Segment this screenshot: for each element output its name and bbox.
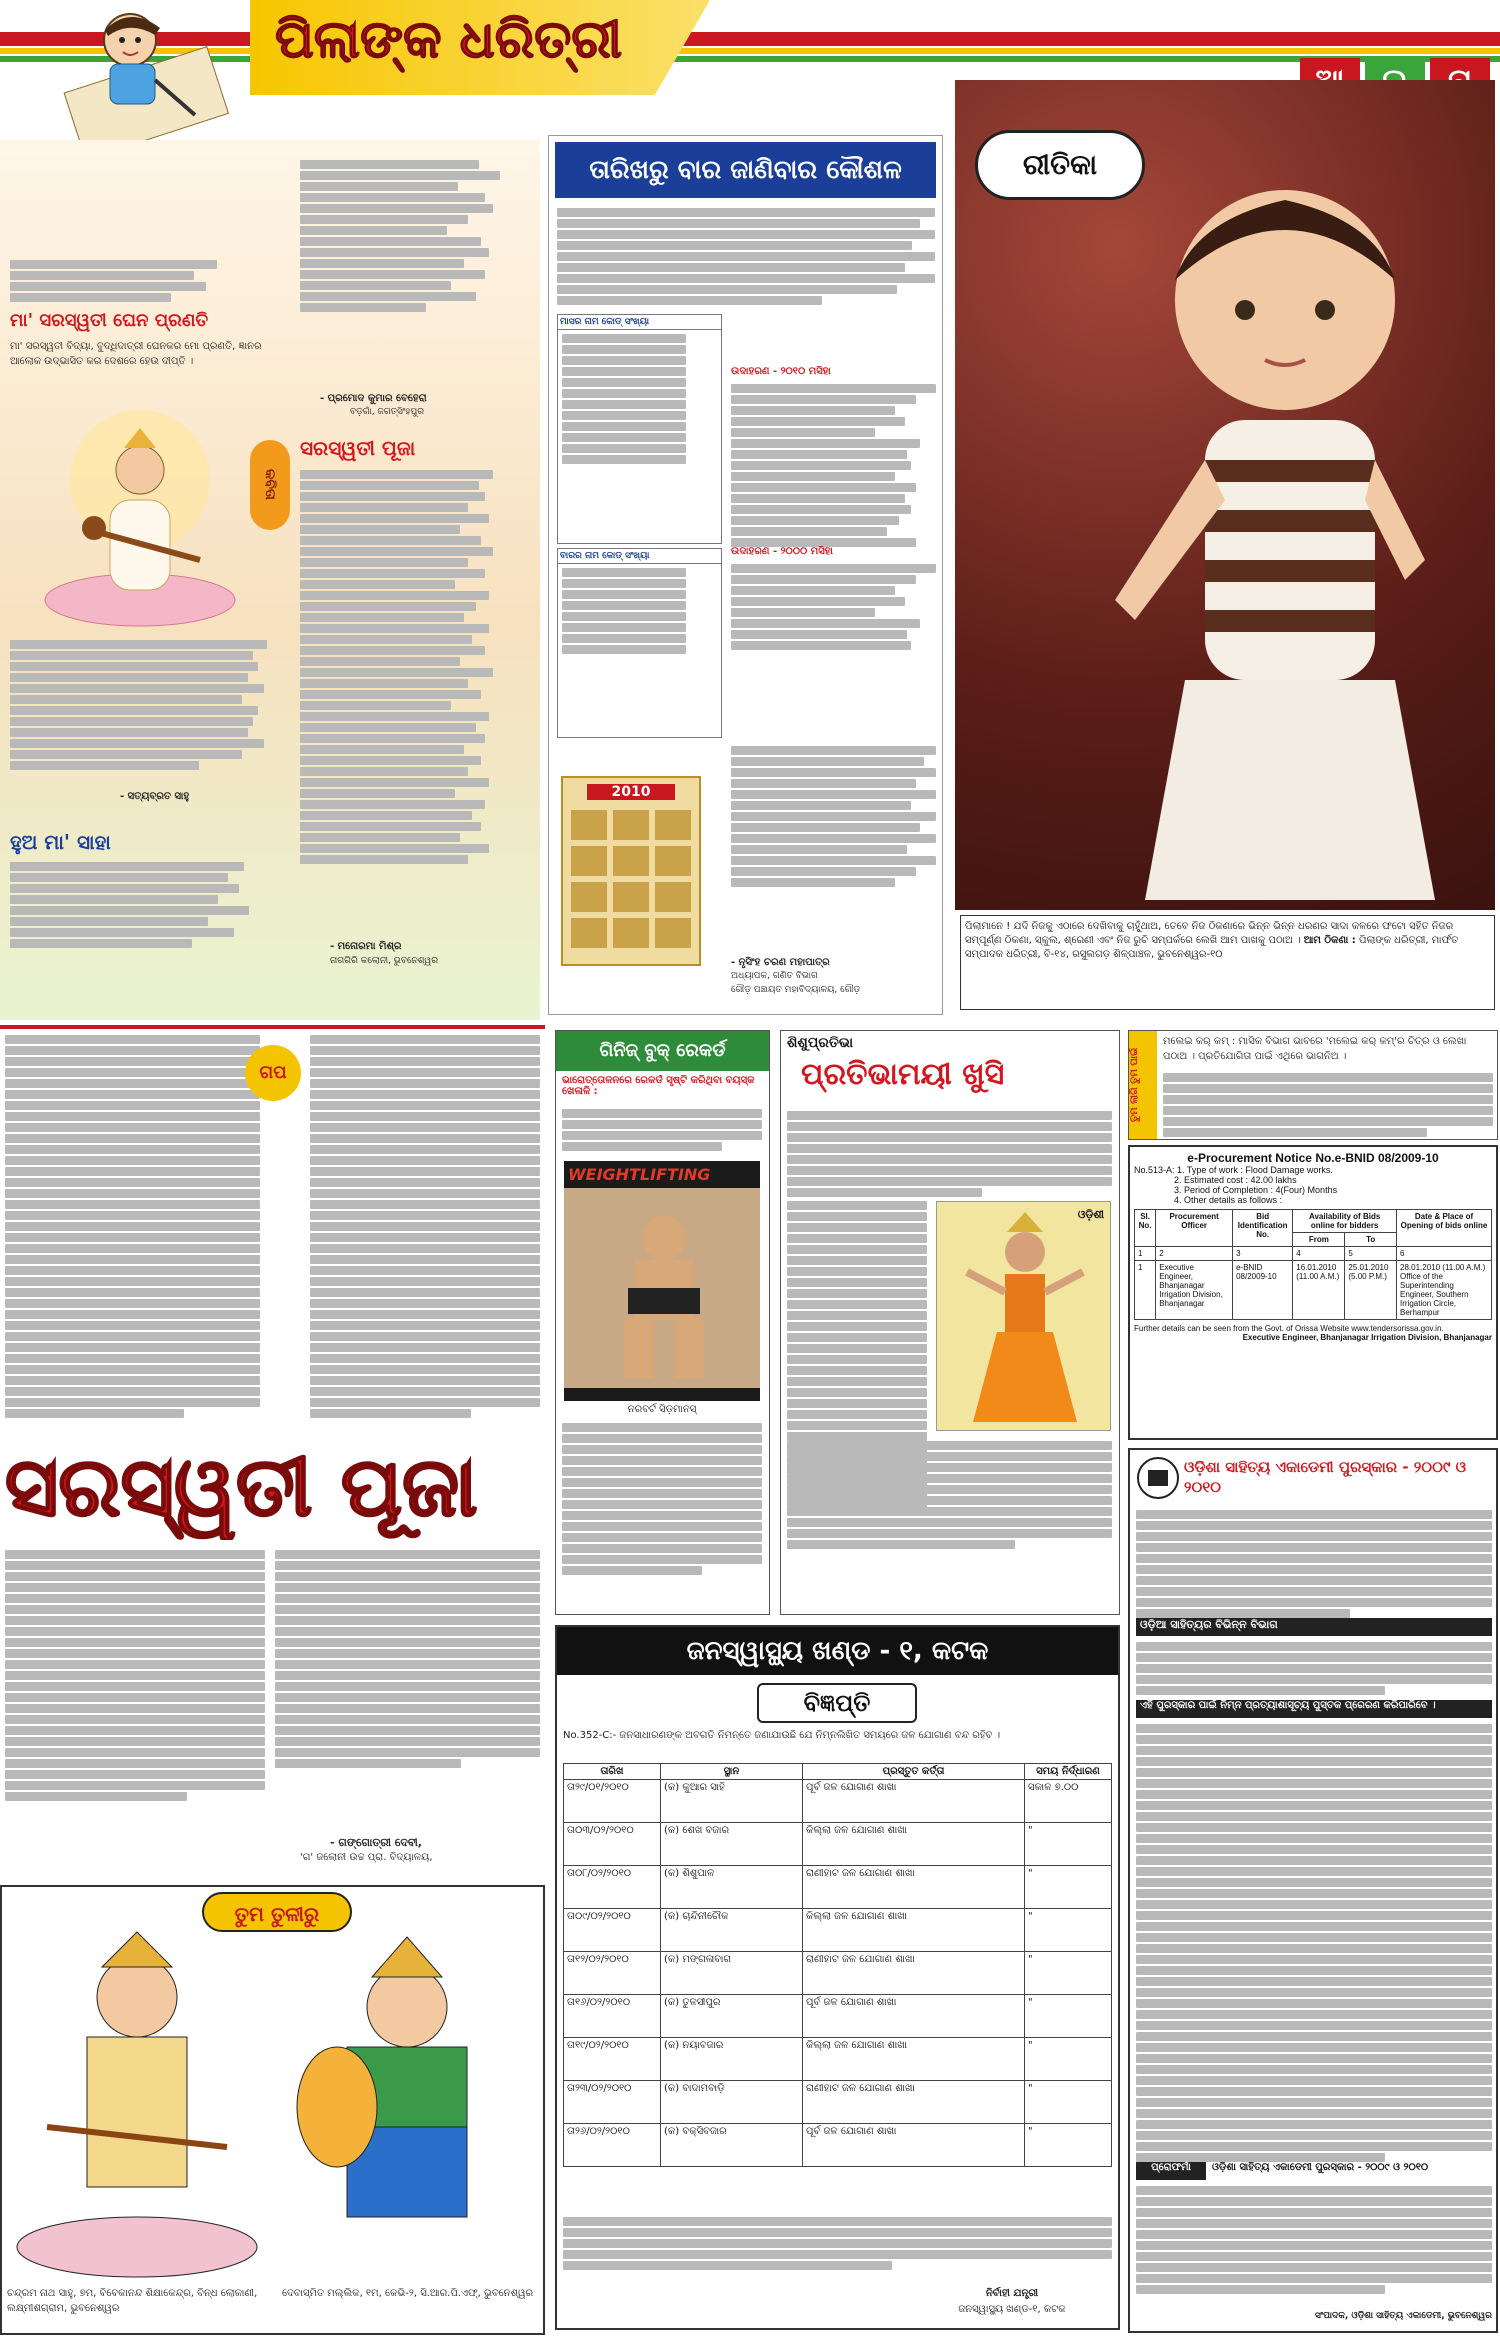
guinness-magazine-cover [564, 1161, 760, 1401]
month-code-table [557, 314, 722, 544]
health-cell-time: " [1025, 1866, 1112, 1909]
health-cell-date: ତା୧୯/୦୨/୨୦୧୦ [564, 2038, 661, 2081]
poem2-place: ନାଗଗିରି କଲୋନୀ, ଭୁବନେଶ୍ୱର [330, 956, 439, 966]
tender-col-number: 3 [1233, 1247, 1293, 1261]
academy-form-title: ଓଡ଼ିଶା ସାହିତ୍ୟ ଏକାଡେମୀ ପୁରସ୍କାର - ୨୦୦୯ ଓ ୨୦୧୦ [1212, 2162, 1429, 2173]
guinness-photo-caption: ନରବର୍ଟ ସିଡ଼ମାନସ୍ [627, 1404, 697, 1415]
tender-row-opening: 28.01.2010 (11.00 A.M.) Office of the Superintending Engineer, Southern Irrigation Circle, Berhampur [1397, 1261, 1492, 1320]
poem3-lines [10, 862, 270, 948]
boy-cartoon-illustration [10, 0, 250, 150]
health-cell-agency: କିଲ୍ଲା ଜଳ ଯୋଗାଣ ଶାଖା [803, 1909, 1025, 1952]
tender-row-from: 16.01.2010 (11.00 A.M.) [1293, 1261, 1345, 1320]
health-cell-agency: କିଲ୍ଲା ଜଳ ଯୋଗାଣ ଶାଖା [803, 2038, 1025, 2081]
example1-lines [731, 384, 936, 547]
example2-lines [731, 564, 936, 650]
contest-text: ମଲେଇ କର୍ କମ୍ : ମାସିକ ବିଭାଗ ଭାବରେ 'ମଲେଇ କର୍ କମ୍'ର ଚିତ୍ର ଓ ଲେଖା ପଠାଅ । ପ୍ରତିଯୋଗିତା ପାଇଁ ଏଥିରେ ଭାଗନିଅ । [1163, 1036, 1467, 1062]
story-col3-lines [5, 1550, 265, 1801]
tender-row-to: 25.01.2010 (5.00 P.M.) [1345, 1261, 1397, 1320]
drawings-title: ତୁମ ତୁଳୀରୁ [202, 1892, 352, 1932]
poem3-intro-lines [10, 640, 280, 770]
health-cell-time: " [1025, 2081, 1112, 2124]
health-cell-agency: ପୂର୍ବ ଜଳ ଯୋଗାଣ ଶାଖା [803, 1780, 1025, 1823]
poem2-author: - ମନୋରମା ମିଶ୍ର [330, 941, 402, 952]
month-code-table-header: ମାସର ନାମ କୋଡ୍ ସଂଖ୍ୟା [558, 315, 721, 330]
health-cell-place: (କ) ବକ୍ସିବଜାର [661, 2124, 803, 2167]
prodigy-intro-lines [787, 1111, 1112, 1197]
health-cell-date: ତା୦୩/୦୨/୨୦୧୦ [564, 1823, 661, 1866]
tender-line-4: 4. Other details as follows : [1174, 1195, 1283, 1205]
health-cell-time: " [1025, 1952, 1112, 1995]
poem1-title: ମା' ସରସ୍ୱତୀ ଘେନ ପ୍ରଣତି [10, 310, 209, 331]
health-footnote-lines [563, 2217, 1112, 2270]
health-cell-time: ସକାଳ ୭.୦୦ [1025, 1780, 1112, 1823]
health-table-row [564, 1952, 1112, 1995]
prodigy-section [780, 1030, 1120, 1615]
story-author: - ଗଙ୍ଗୋତ୍ରୀ ଦେବୀ, [330, 1836, 422, 1849]
story-col4-lines [275, 1550, 540, 1768]
drawing-2 [277, 1927, 537, 2287]
poem1-author: - ପ୍ରମୋଦ କୁମାର ବେହେରା [320, 393, 427, 404]
tender-table [1134, 1209, 1492, 1320]
day-code-table [557, 548, 722, 738]
date-trick-article [548, 135, 943, 1015]
health-cell-place: (କ) ତୁଳସୀପୁର [661, 1995, 803, 2038]
academy-award-notice [1128, 1448, 1498, 2333]
tender-subheader-to: To [1345, 1233, 1397, 1247]
prodigy-body-lines [787, 1441, 1112, 1549]
tender-notice [1128, 1145, 1498, 1440]
health-cell-place: (କ) ଚାନ୍ଦିନୀଚୌକ [661, 1909, 803, 1952]
health-table-row [564, 1995, 1112, 2038]
tender-col-number: 2 [1156, 1247, 1233, 1261]
poem2-lines [300, 470, 510, 864]
tender-header-opening: Date & Place of Opening of bids online [1397, 1210, 1492, 1247]
date-trick-body-lines [731, 746, 936, 887]
health-header-date: ତାରିଖ [564, 1764, 661, 1780]
academy-emblem-icon [1136, 1456, 1180, 1500]
calendar-grid [563, 806, 699, 956]
child-figure [1075, 160, 1475, 900]
tender-signature: Executive Engineer, Bhanjanagar Irrigation Division, Bhanjanagar [1242, 1333, 1492, 1342]
health-cell-time: " [1025, 2124, 1112, 2167]
story-section [0, 1035, 545, 1885]
health-cell-agency: ରାଣୀହାଟ ଜଳ ଯୋଗାଣ ଶାଖା [803, 1952, 1025, 1995]
health-header-agency: ପ୍ରସ୍ତୁତ କର୍ତ୍ତା [803, 1764, 1025, 1780]
tender-subheader-from: From [1293, 1233, 1345, 1247]
guinness-section [555, 1030, 770, 1615]
health-cell-date: ତା୦୮/୦୨/୨୦୧୦ [564, 1866, 661, 1909]
academy-intro-lines [1136, 1510, 1492, 1618]
poetry-vertical-tag-label: କବିତା [262, 469, 278, 501]
guinness-headline: ଭାରୋତ୍ତୋଳନରେ ରେକର୍ଡ ସୃଷ୍ଟି କରିଥିବା ବୟସ୍କ ଖେଳାଳି : [562, 1075, 755, 1097]
health-cell-place: (କ) ମଙ୍ଗଳାବାଗ [661, 1952, 803, 1995]
prodigy-photo-caption: ଓଡ଼ିଶୀ [1077, 1208, 1104, 1221]
tender-col-number: 5 [1345, 1247, 1397, 1261]
tender-line-1: No.513-A: 1. Type of work : Flood Damage works. [1134, 1165, 1333, 1175]
academy-highlight-1: ଓଡ଼ିଆ ସାହିତ୍ୟର ବିଭିନ୍ନ ବିଭାଗ [1136, 1618, 1492, 1636]
health-table-row [564, 2124, 1112, 2167]
tender-col-number: 6 [1397, 1247, 1492, 1261]
date-trick-author: - ନୃସିଂହ ଚରଣ ମହାପାତ୍ର [731, 957, 830, 968]
tender-line-3: 3. Period of Completion : 4(Four) Months [1174, 1185, 1338, 1195]
academy-form-lines [1136, 2186, 1492, 2294]
photo-name-badge: ରୀତିକା [975, 130, 1145, 200]
poem1-intro: ମା' ସରସ୍ୱତୀ ବିଦ୍ୟା, ବୁଦ୍ଧିଦାତ୍ରୀ ଘେନକର ମୋ ପ୍ରଣତି, ଜ୍ଞାନର ଆଲୋକ ଉଦ୍ଭାସିତ କର ଦେଶରେ ହେଉ ଦୀପ୍ତି । [10, 341, 262, 367]
story-title: ସରସ୍ୱତୀ ପୂଜା [5, 1440, 478, 1535]
poem1-right-lines [300, 160, 510, 312]
health-cell-place: (କ) ବାଦାମବାଡ଼ି [661, 2081, 803, 2124]
photo-caption-text: ପିଲାମାନେ ! ଯଦି ନିଜକୁ ଏଠାରେ ଦେଖିବାକୁ ଚାହୁଁଥାଅ, ତେବେ ନିଜ ଠିକଣାରେ ଭିନ୍ନ ଭିନ୍ନ ଧରଣର ସାଦା କଳରେ ଫଟୋ ସହିତ ନିଜର ସମ୍ପୂର୍ଣ୍ଣ ଠିକଣା, ସ୍କୁଲ, ଶ୍ରେଣୀ ଏବଂ ନିଜ ରୁଚି ସମ୍ପର୍କରେ ଲେଖି ଆମ ପାଖକୁ ପଠାଅ । [965, 921, 1454, 946]
health-table-row [564, 2081, 1112, 2124]
tender-header-availability: Availability of Bids online for bidders [1293, 1210, 1397, 1233]
drawing-2-caption: ଦେବାସ୍ମିତ ମଲ୍ଲିକ, ୧ମ, କେଭି-୨, ସି.ଆର.ପି.ଏଫ୍, ଭୁବନେଶ୍ୱର [282, 2288, 534, 2299]
health-cell-time: " [1025, 2038, 1112, 2081]
poem1-verse-lines [10, 260, 240, 302]
health-cell-place: (କ) ଶେଖ ବଜାର [661, 1823, 803, 1866]
academy-rules-lines [1136, 1724, 1492, 2162]
calendar-2010-image [561, 776, 701, 966]
prodigy-title: ପ୍ରତିଭାମୟୀ ଖୁସି [801, 1057, 1005, 1092]
health-cell-time: " [1025, 1823, 1112, 1866]
date-trick-intro-lines [557, 208, 935, 305]
poetry-vertical-tag [250, 440, 290, 530]
tender-header-bid: Bid Identification No. [1233, 1210, 1293, 1247]
poem1-place: ବଡ଼ଗାଁ, ଜଗତ୍‌ସିଂହପୁର [350, 407, 425, 417]
health-cell-date: ତା୨୬/୦୨/୨୦୧୦ [564, 2124, 661, 2167]
health-table [563, 1763, 1112, 2167]
health-table-row [564, 1823, 1112, 1866]
contest-side-label: ତୁମ ଲାଗି ତୁମ ପାଇଁ [1129, 1031, 1157, 1139]
prodigy-dancer-photo [936, 1201, 1111, 1431]
tender-row-sl: 1 [1135, 1261, 1156, 1320]
tender-title: e-Procurement Notice No.e-BNID 08/2009-10 [1187, 1151, 1439, 1165]
academy-highlight-2: ଏହି ପୁରସ୍କାର ପାଇଁ ନିମ୍ନ ପ୍ରତ୍ୟାଶାସୂଚ୍ୟ ପୁସ୍ତକ ପ୍ରେରଣ କରିପାରିବେ । [1136, 1700, 1492, 1718]
story-tag: ଗପ [245, 1045, 301, 1101]
day-code-table-header: ବାରର ନାମ କୋଡ୍ ସଂଖ୍ୟା [558, 549, 721, 564]
health-cell-time: " [1025, 1995, 1112, 2038]
drawing-1 [7, 1927, 267, 2287]
health-cell-place: (କ) ଶିଶୁପାଳ [661, 1866, 803, 1909]
story-col2-lines [310, 1035, 540, 1418]
health-title: ଜନସ୍ୱାସ୍ଥ୍ୟ ଖଣ୍ଡ - ୧, କଟକ [557, 1627, 1118, 1675]
health-signature-place: ଜନସ୍ୱାସ୍ଥ୍ୟ ଖଣ୍ଡ-୧, କଟକ [958, 2304, 1066, 2315]
tender-col-number: 1 [1135, 1247, 1156, 1261]
academy-form-label: ପ୍ରୋଫର୍ମା [1136, 2162, 1206, 2180]
health-cell-date: ତା୨୯/୦୧/୨୦୧୦ [564, 1780, 661, 1823]
poem3-author: - ସତ୍ୟବ୍ରତ ସାହୁ [120, 791, 190, 802]
health-intro: No.352-C:- ଜନସାଧାରଣଙ୍କ ଅବଗତି ନିମନ୍ତେ ଜଣାଯାଉଛି ଯେ ନିମ୍ନଲିଖିତ ସମୟରେ ଜଳ ଯୋଗାଣ ବନ୍ଦ ରହିବ । [563, 1730, 1001, 1741]
guinness-magazine-title: WEIGHTLIFTING [568, 1165, 711, 1184]
guinness-body-lines [562, 1423, 762, 1575]
health-cell-time: " [1025, 1909, 1112, 1952]
date-trick-author-role: ଅଧ୍ୟାପକ, ଗଣିତ ବିଭାଗ [731, 971, 818, 981]
photo-address-label: ଆମ ଠିକଣା : [1303, 935, 1356, 946]
health-table-wrap [563, 1763, 1112, 2203]
tender-row-bid: e-BNID 08/2009-10 [1233, 1261, 1293, 1320]
tender-footer: Further details can be seen from the Govt. of Orissa Website www.tendersorissa.gov.in. [1134, 1324, 1444, 1333]
health-cell-date: ତା୧୬/୦୨/୨୦୧୦ [564, 1995, 661, 2038]
prodigy-kicker: ଶିଶୁପ୍ରତିଭା [787, 1035, 854, 1051]
story-author-place: 'ଗ' ଜଲୋନୀ ଉଚ୍ଚ ପ୍ରା. ବିଦ୍ୟାଳୟ, [300, 1852, 433, 1863]
contest-strip [1128, 1030, 1498, 1140]
saraswati-illustration [30, 400, 250, 630]
health-cell-agency: ପୂର୍ବ ଜଳ ଯୋଗାଣ ଶାଖା [803, 1995, 1025, 2038]
date-trick-author-place: ଗୌଡ଼ ପଞ୍ଚାୟତ ମହାବିଦ୍ୟାଳୟ, ଗୌଡ଼ [731, 985, 861, 995]
academy-categories-lines [1136, 1642, 1492, 1695]
photo-caption-box [960, 915, 1495, 1010]
health-signature-title: ନିର୍ବାହୀ ଯନ୍ତ୍ରୀ [985, 2288, 1039, 2299]
story-col1-lines [5, 1035, 260, 1418]
health-cell-agency: କିଲ୍ଲା ଜଳ ଯୋଗାଣ ଶାଖା [803, 1823, 1025, 1866]
health-table-row [564, 1909, 1112, 1952]
tender-line-2: 2. Estimated cost : 42.00 lakhs [1174, 1175, 1297, 1185]
academy-signature: ସଂପାଦକ, ଓଡ଼ିଶା ସାହିତ୍ୟ ଏକାଡେମୀ, ଭୁବନେଶ୍ୱର [1315, 2311, 1492, 2321]
tender-header-sl: Sl. No. [1135, 1210, 1156, 1247]
drawing-1-caption: ଚନ୍ଦ୍ରମ ନାଥ ସାହୁ, ୭ମ, ବିବେକାନନ୍ଦ ଶିକ୍ଷାକେନ୍ଦ୍ର, ବିନ୍ଧ ଲୋକାଣୀ, ଲକ୍ଷ୍ମୀଶଗ୍ରାମ, ଭୁବନେଶ୍ୱର [7, 2288, 258, 2314]
health-header-place: ସ୍ଥାନ [661, 1764, 803, 1780]
public-health-notice [555, 1625, 1120, 2330]
health-table-row [564, 1780, 1112, 1823]
poems-section [0, 140, 540, 1020]
health-cell-agency: ରାଣୀହାଟ ଜଳ ଯୋଗାଣ ଶାଖା [803, 2081, 1025, 2124]
academy-title: ଓଡ଼ିଶା ସାହିତ୍ୟ ଏକାଡେମୀ ପୁରସ୍କାର - ୨୦୦୯ ଓ ୨୦୧୦ [1184, 1458, 1467, 1496]
example2-label: ଉଦାହରଣ - ୨୦୦୦ ମସିହା [731, 546, 833, 557]
tender-row-officer: Executive Engineer, Bhanjanagar Irrigation Division, Bhanjanagar [1156, 1261, 1233, 1320]
health-subtitle: ବିଜ୍ଞପ୍ତି [757, 1683, 917, 1723]
health-cell-date: ତା୨୩/୦୨/୨୦୧୦ [564, 2081, 661, 2124]
health-cell-place: (କ) କୁଆର ସାହି [661, 1780, 803, 1823]
tender-header-officer: Procurement Officer [1156, 1210, 1233, 1247]
contest-lines [1163, 1073, 1493, 1137]
tender-col-number: 4 [1293, 1247, 1345, 1261]
health-cell-date: ତା୦୯/୦୨/୨୦୧୦ [564, 1909, 661, 1952]
health-table-row [564, 1866, 1112, 1909]
health-cell-place: (କ) ନୟାବଜାର [661, 2038, 803, 2081]
health-cell-date: ତା୧୨/୦୨/୨୦୧୦ [564, 1952, 661, 1995]
health-cell-agency: ରାଣୀହାଟ ଜଳ ଯୋଗାଣ ଶାଖା [803, 1866, 1025, 1909]
guinness-title: ଗିନିଜ୍ ବୁକ୍ ରେକର୍ଡ [556, 1031, 769, 1071]
guinness-intro-lines [562, 1109, 762, 1151]
section-divider [0, 1025, 545, 1029]
poem3-title: ହୁଅ ମା' ସାହା [10, 830, 111, 854]
health-table-row [564, 2038, 1112, 2081]
health-cell-agency: ପୂର୍ବ ଜଳ ଯୋଗାଣ ଶାଖା [803, 2124, 1025, 2167]
calendar-year: 2010 [587, 784, 675, 800]
date-trick-title: ତାରିଖରୁ ବାର ଜାଣିବାର କୌଶଳ [555, 142, 936, 198]
drawings-section [0, 1885, 545, 2335]
photo-address: ପିଲାଙ୍କ ଧରିତ୍ରୀ, ମାର୍ଫତ ସମ୍ପାଦକ ଧରିତ୍ରୀ, ବି-୧୪, ରସୁଲଗଡ଼ ଶିଳ୍ପାଞ୍ଚଳ, ଭୁବନେଶ୍ୱର-୧୦ [965, 935, 1459, 960]
poem2-title: ସରସ୍ୱତୀ ପୂଜା [300, 436, 416, 460]
masthead-title: ପିଲାଙ୍କ ଧରିତ୍ରୀ [275, 10, 623, 70]
example1-label: ଉଦାହରଣ - ୨୦୧୦ ମସିହା [731, 366, 831, 377]
featured-child-photo [955, 80, 1495, 910]
health-header-time: ସମୟ ନିର୍ଦ୍ଧାରଣ [1025, 1764, 1112, 1780]
